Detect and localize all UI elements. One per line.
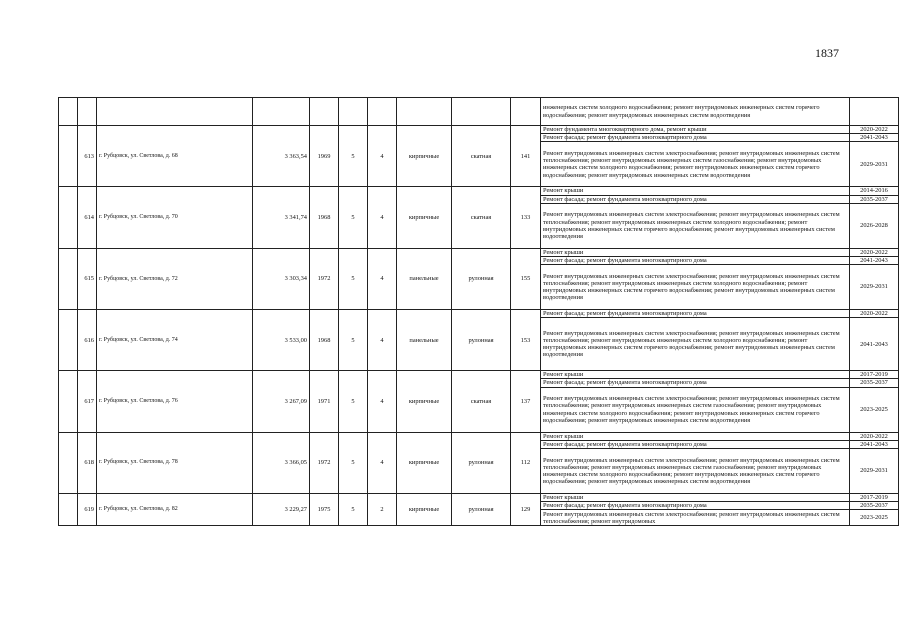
cell-roof: скатная xyxy=(452,371,511,432)
table-body xyxy=(59,98,899,526)
cell-roof: рулонная xyxy=(452,248,511,309)
cell-year: 1971 xyxy=(310,371,339,432)
cell-period: 2017-2019 xyxy=(850,371,899,379)
cell-area: 3 341,74 xyxy=(253,187,310,248)
cell-work: Ремонт фасада; ремонт фундамента многоквартирного дома xyxy=(541,134,850,142)
cell-area: 3 533,00 xyxy=(253,310,310,371)
cell-period: 2035-2037 xyxy=(850,502,899,510)
cell-num: 613 xyxy=(78,126,97,187)
continuation-row xyxy=(59,98,899,126)
cell-floors: 5 xyxy=(339,187,368,248)
cell-material: кирпичные xyxy=(397,432,452,493)
cell-period: 2035-2037 xyxy=(850,379,899,387)
cell-year: 1975 xyxy=(310,493,339,525)
cell-blank xyxy=(59,98,78,126)
cell-period: 2029-2031 xyxy=(850,448,899,493)
cell-period: 2041-2043 xyxy=(850,256,899,264)
cell-apartments: 153 xyxy=(511,310,541,371)
cell-work: Ремонт фасада; ремонт фундамента многоквартирного дома xyxy=(541,310,850,318)
cell-period: 2014-2016 xyxy=(850,187,899,195)
cell-roof: скатная xyxy=(452,187,511,248)
cell-material: панельные xyxy=(397,248,452,309)
cell-entrances: 4 xyxy=(368,126,397,187)
table-row xyxy=(59,126,899,134)
cell-work: Ремонт внутридомовых инженерных систем электроснабжения; ремонт внутридомовых инженерных систем теплоснабжения; ремонт внутридомовых инженерных систем холодного водоснабжения; ремонт внутридомовых инженерных систем горячего водоснабжения; ремонт внутридомовых инженерных систем водоотведения xyxy=(541,203,850,248)
cell-blank xyxy=(59,248,78,309)
cell-floors: 5 xyxy=(339,432,368,493)
cell-work: Ремонт внутридомовых инженерных систем электроснабжения; ремонт внутридомовых инженерных систем теплоснабжения; ремонт внутридомовых инженерных систем холодного водоснабжения; ремонт внутридомовых инженерных систем горячего водоснабжения; ремонт внутридомовых инженерных систем водоотведения xyxy=(541,318,850,371)
cell-period: 2029-2031 xyxy=(850,265,899,310)
cell-floors: 5 xyxy=(339,126,368,187)
cell-work: Ремонт внутридомовых инженерных систем электроснабжения; ремонт внутридомовых инженерных систем теплоснабжения; ремонт внутридомовых инженерных систем холодного водоснабжения; ремонт внутридомовых инженерных систем горячего водоснабжения; ремонт внутридомовых инженерных систем водоотведения xyxy=(541,265,850,310)
cell-year xyxy=(310,98,339,126)
cell-floors: 5 xyxy=(339,493,368,525)
cell-period: 2023-2025 xyxy=(850,510,899,526)
cell-address: г. Рубцовск, ул. Светлова, д. 68 xyxy=(97,126,253,187)
cell-area: 3 267,09 xyxy=(253,371,310,432)
cell-work: Ремонт крыши xyxy=(541,493,850,501)
page-number: 1837 xyxy=(815,46,839,60)
cell-work: Ремонт крыши xyxy=(541,187,850,195)
table-row xyxy=(59,432,899,440)
cell-apartments: 129 xyxy=(511,493,541,525)
cell-num: 618 xyxy=(78,432,97,493)
cell-work: Ремонт крыши xyxy=(541,432,850,440)
cell-roof: рулонная xyxy=(452,493,511,525)
housing-repair-table xyxy=(58,97,899,526)
cell-period: 2041-2043 xyxy=(850,440,899,448)
cell-period: 2020-2022 xyxy=(850,126,899,134)
cell-work: Ремонт фундамента многоквартирного дома, ремонт крыши xyxy=(541,126,850,134)
cell-apartments: 155 xyxy=(511,248,541,309)
cell-work: Ремонт фасада; ремонт фундамента многоквартирного дома xyxy=(541,379,850,387)
cell-period xyxy=(850,98,899,126)
cell-period: 2020-2022 xyxy=(850,432,899,440)
cell-work: Ремонт внутридомовых инженерных систем электроснабжения; ремонт внутридомовых инженерных систем теплоснабжения; ремонт внутридомовых инженерных систем газоснабжения; ремонт внутридомовых инженерных систем холодного водоснабжения; ремонт внутридомовых инженерных систем горячего водоснабжения; ремонт внутридомовых инженерных систем водоотведения xyxy=(541,142,850,187)
cell-blank xyxy=(59,371,78,432)
cell-work: Ремонт внутридомовых инженерных систем электроснабжения; ремонт внутридомовых инженерных систем теплоснабжения; ремонт внутридомовых инженерных систем газоснабжения; ремонт внутридомовых инженерных систем холодного водоснабжения; ремонт внутридомовых инженерных систем горячего водоснабжения; ремонт внутридомовых инженерных систем водоотведения xyxy=(541,387,850,432)
table-row xyxy=(59,371,899,379)
cell-entrances: 4 xyxy=(368,432,397,493)
cell-period: 2041-2043 xyxy=(850,134,899,142)
cell-num: 615 xyxy=(78,248,97,309)
cell-roof: рулонная xyxy=(452,432,511,493)
cell-num: 616 xyxy=(78,310,97,371)
cell-entrances xyxy=(368,98,397,126)
cell-num: 619 xyxy=(78,493,97,525)
cell-period: 2017-2019 xyxy=(850,493,899,501)
cell-floors: 5 xyxy=(339,310,368,371)
cell-year: 1972 xyxy=(310,248,339,309)
cell-period: 2023-2025 xyxy=(850,387,899,432)
cell-work: Ремонт фасада; ремонт фундамента многоквартирного дома xyxy=(541,195,850,203)
cell-work: Ремонт крыши xyxy=(541,248,850,256)
cell-area: 3 229,27 xyxy=(253,493,310,525)
cell-year: 1968 xyxy=(310,187,339,248)
cell-roof: рулонная xyxy=(452,310,511,371)
cell-blank xyxy=(59,310,78,371)
cell-entrances: 4 xyxy=(368,248,397,309)
cell-period: 2026-2028 xyxy=(850,203,899,248)
table-row xyxy=(59,187,899,195)
cell-material: кирпичные xyxy=(397,187,452,248)
cell-area: 3 366,05 xyxy=(253,432,310,493)
cell-address: г. Рубцовск, ул. Светлова, д. 70 xyxy=(97,187,253,248)
cell-period: 2020-2022 xyxy=(850,310,899,318)
cell-area: 3 303,34 xyxy=(253,248,310,309)
cell-apartments: 141 xyxy=(511,126,541,187)
cell-address: г. Рубцовск, ул. Светлова, д. 74 xyxy=(97,310,253,371)
table-row xyxy=(59,310,899,318)
cell-period: 2020-2022 xyxy=(850,248,899,256)
cell-area xyxy=(253,98,310,126)
cell-roof xyxy=(452,98,511,126)
cell-apartments: 137 xyxy=(511,371,541,432)
cell-floors xyxy=(339,98,368,126)
cell-address xyxy=(97,98,253,126)
cell-num xyxy=(78,98,97,126)
cell-num: 614 xyxy=(78,187,97,248)
cell-entrances: 2 xyxy=(368,493,397,525)
cell-material: кирпичные xyxy=(397,371,452,432)
table-row xyxy=(59,493,899,501)
cell-period: 2035-2037 xyxy=(850,195,899,203)
cell-material xyxy=(397,98,452,126)
cell-floors: 5 xyxy=(339,248,368,309)
cell-address: г. Рубцовск, ул. Светлова, д. 76 xyxy=(97,371,253,432)
cell-blank xyxy=(59,126,78,187)
cell-apartments: 112 xyxy=(511,432,541,493)
cell-work: Ремонт фасада; ремонт фундамента многоквартирного дома xyxy=(541,256,850,264)
cell-work: Ремонт фасада; ремонт фундамента многоквартирного дома xyxy=(541,440,850,448)
cell-work: Ремонт крыши xyxy=(541,371,850,379)
cell-blank xyxy=(59,493,78,525)
cell-work: Ремонт фасада; ремонт фундамента многоквартирного дома xyxy=(541,502,850,510)
cell-num: 617 xyxy=(78,371,97,432)
cell-address: г. Рубцовск, ул. Светлова, д. 72 xyxy=(97,248,253,309)
cell-year: 1968 xyxy=(310,310,339,371)
cell-apartments xyxy=(511,98,541,126)
cell-area: 3 363,54 xyxy=(253,126,310,187)
cell-work: Ремонт внутридомовых инженерных систем электроснабжения; ремонт внутридомовых инженерных систем теплоснабжения; ремонт внутридомовых xyxy=(541,510,850,526)
cell-entrances: 4 xyxy=(368,310,397,371)
cell-blank xyxy=(59,432,78,493)
cell-material: панельные xyxy=(397,310,452,371)
cell-material: кирпичные xyxy=(397,126,452,187)
cell-roof: скатная xyxy=(452,126,511,187)
cell-apartments: 133 xyxy=(511,187,541,248)
cell-work: Ремонт внутридомовых инженерных систем электроснабжения; ремонт внутридомовых инженерных систем теплоснабжения; ремонт внутридомовых инженерных систем газоснабжения; ремонт внутридомовых инженерных систем холодного водоснабжения; ремонт внутридомовых инженерных систем горячего водоснабжения; ремонт внутридомовых инженерных систем водоотведения xyxy=(541,448,850,493)
cell-material: кирпичные xyxy=(397,493,452,525)
cell-entrances: 4 xyxy=(368,187,397,248)
cell-period: 2029-2031 xyxy=(850,142,899,187)
table-row xyxy=(59,248,899,256)
cell-entrances: 4 xyxy=(368,371,397,432)
cell-blank xyxy=(59,187,78,248)
cell-floors: 5 xyxy=(339,371,368,432)
cell-period: 2041-2043 xyxy=(850,318,899,371)
cell-year: 1969 xyxy=(310,126,339,187)
cell-work: инженерных систем холодного водоснабжения; ремонт внутридомовых инженерных систем горячего водоснабжения; ремонт внутридомовых инженерных систем водоотведения xyxy=(541,98,850,126)
cell-address: г. Рубцовск, ул. Светлова, д. 82 xyxy=(97,493,253,525)
cell-address: г. Рубцовск, ул. Светлова, д. 78 xyxy=(97,432,253,493)
cell-year: 1972 xyxy=(310,432,339,493)
